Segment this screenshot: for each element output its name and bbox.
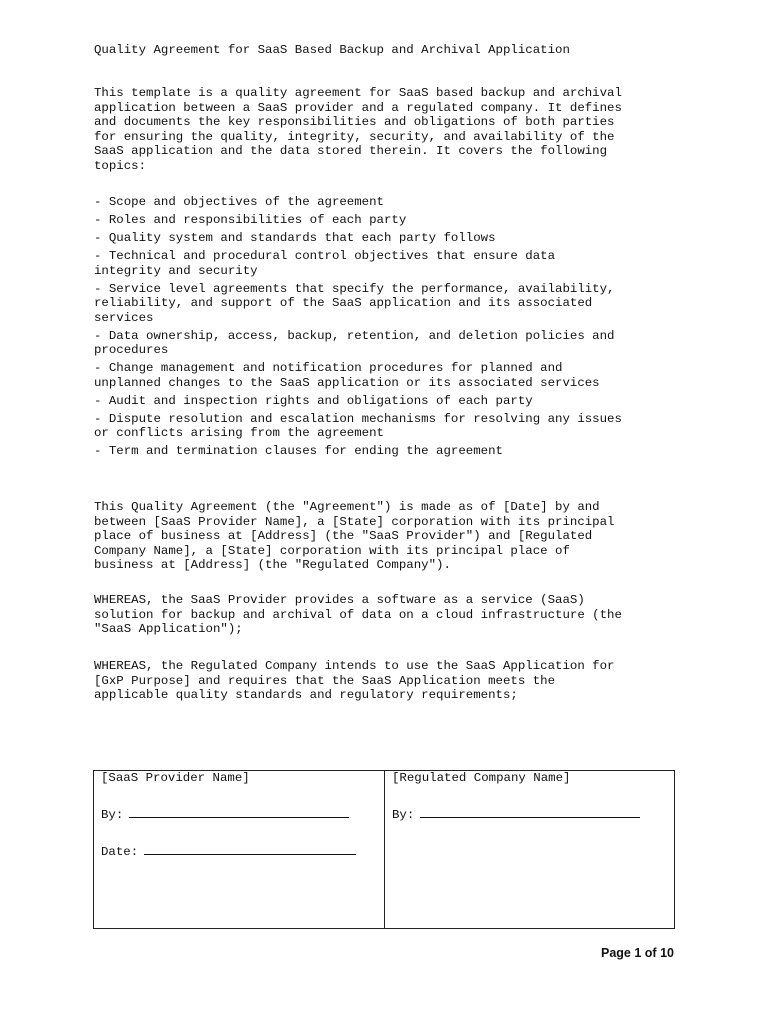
company-by-line — [392, 807, 640, 823]
document-title: Quality Agreement for SaaS Based Backup and Archival Application — [94, 43, 570, 57]
whereas-paragraph-2: WHEREAS, the Regulated Company intends to use the SaaS Application for [GxP Purpose] and requires that the SaaS Application meets the applicable quality standards and regulatory requirements; — [94, 659, 615, 703]
list-item: - Technical and procedural control objectives that ensure data integrity and security — [94, 248, 556, 278]
agreement-paragraph: This Quality Agreement (the "Agreement") is made as of [Date] by and between [SaaS Provider Name], a [State] corporation with its principal place of business at [Address] (the "SaaS Provider") and [Regulated Company Name], a [State] corporation with its principal place of business at [Address] (the "Regulated Company"). — [94, 500, 615, 573]
list-item: - Quality system and standards that each party follows — [94, 230, 496, 245]
signature-cell-provider — [94, 771, 385, 928]
by-label: By: — [101, 808, 124, 822]
signature-underline — [129, 807, 349, 818]
date-label: Date: — [101, 845, 139, 859]
provider-date-line — [101, 844, 356, 860]
provider-by-line — [101, 807, 349, 823]
page-current: 1 — [634, 946, 642, 960]
company-name-label: [Regulated Company Name] — [392, 771, 571, 785]
whereas-paragraph-1: WHEREAS, the SaaS Provider provides a software as a service (SaaS) solution for backup and archival of data on a cloud infrastructure (the "SaaS Application"); — [94, 593, 622, 637]
list-item: - Audit and inspection rights and obligations of each party — [94, 393, 533, 408]
provider-name-label: [SaaS Provider Name] — [101, 771, 250, 785]
list-item: - Service level agreements that specify the performance, availability, reliability, and support of the SaaS application and its associated services — [94, 281, 615, 325]
signature-underline — [420, 807, 640, 818]
list-item: - Scope and objectives of the agreement — [94, 195, 384, 209]
page-label: Page — [600, 946, 631, 960]
by-label: By: — [392, 808, 415, 822]
list-item: - Data ownership, access, backup, retention, and deletion policies and procedures — [94, 328, 615, 358]
topics-list — [94, 195, 694, 462]
page-number — [601, 946, 674, 961]
signature-table — [93, 770, 675, 929]
list-item: - Change management and notification procedures for planned and unplanned changes to the SaaS application or its associated services — [94, 361, 600, 390]
page-total: 10 — [660, 946, 674, 960]
intro-paragraph: This template is a quality agreement for SaaS based backup and archival application between a SaaS provider and a regulated company. It defines and documents the key responsibilities and obligations of both parties for ensuring the quality, integrity, security, and availability of the SaaS application and the data stored therein. It covers the following topics: — [94, 86, 622, 173]
list-item: - Term and termination clauses for ending the agreement — [94, 444, 503, 459]
signature-cell-company — [385, 771, 674, 928]
list-item: - Roles and responsibilities of each party — [94, 212, 407, 227]
date-underline — [144, 844, 356, 855]
list-item: - Dispute resolution and escalation mechanisms for resolving any issues or conflicts arising from the agreement — [94, 411, 622, 441]
of-label: of — [644, 946, 657, 960]
